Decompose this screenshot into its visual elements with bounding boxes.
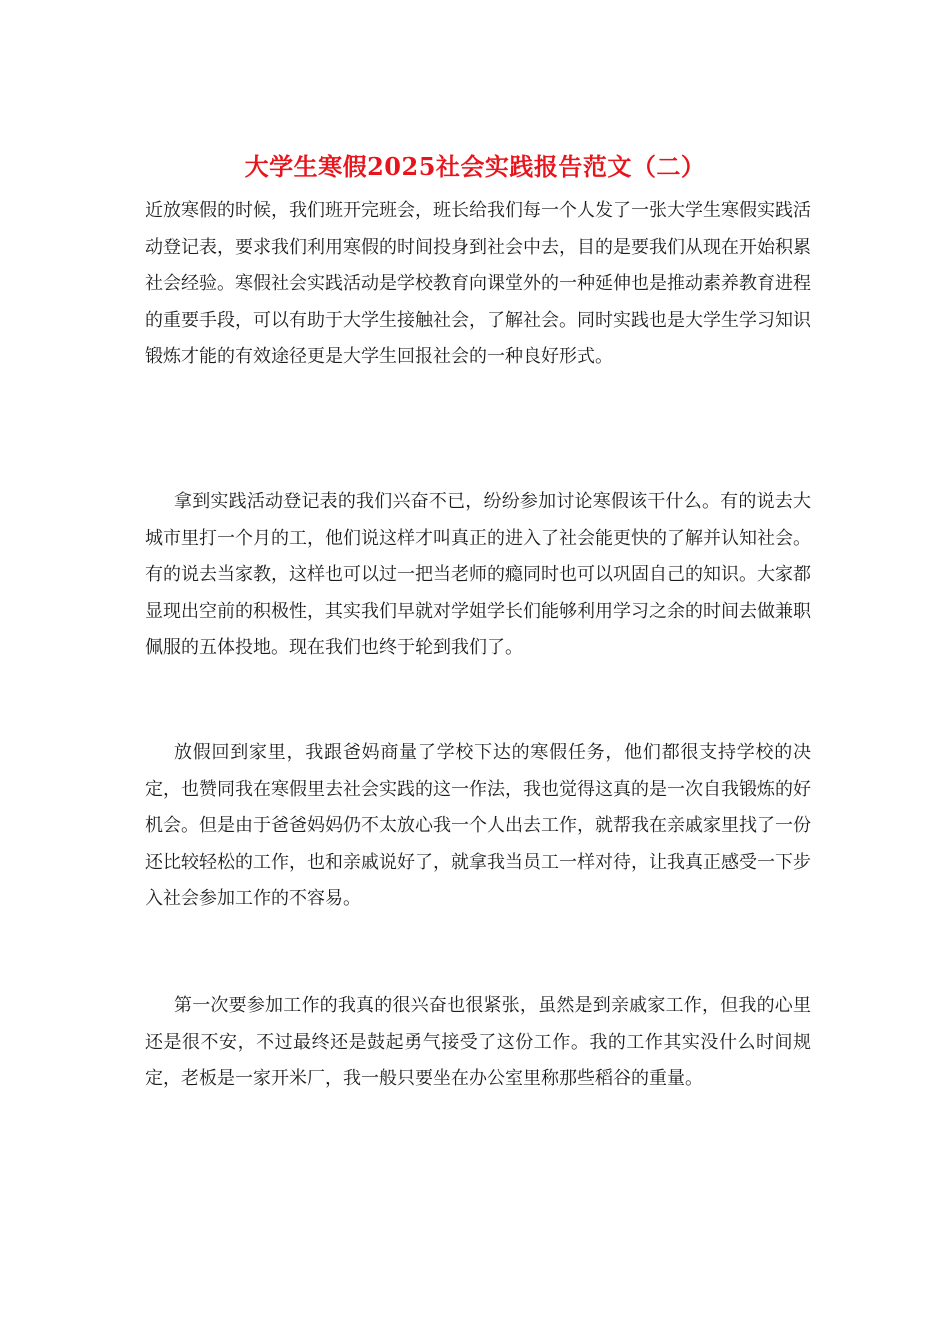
paragraph-1: 近放寒假的时候，我们班开完班会，班长给我们每一个人发了一张大学生寒假实践活动登记表，要求我们利用寒假的时间投身到社会中去，目的是要我们从现在开始积累社会经验。寒假社会实践活动是学校教育向课堂外的一种延伸也是推动素养教育进程的重要手段，可以有助于大学生接触社会，了解社会。同时实践也是大学生学习知识锻炼才能的有效途径更是大学生回报社会的一种良好形式。: [145, 200, 811, 367]
paragraph-3: 放假回到家里，我跟爸妈商量了学校下达的寒假任务，他们都很支持学校的决定，也赞同我在寒假里去社会实践的这一作法，我也觉得这真的是一次自我锻炼的好机会。但是由于爸爸妈妈仍不太放心我一个人出去工作，就帮我在亲戚家里找了一份还比较轻松的工作，也和亲戚说好了，就拿我当员工一样对待，让我真正感受一下步入社会参加工作的不容易。: [145, 742, 811, 909]
document-title: 大学生寒假2025社会实践报告范文（二）: [244, 152, 706, 181]
paragraph-4: 第一次要参加工作的我真的很兴奋也很紧张，虽然是到亲戚家工作，但我的心里还是很不安，不过最终还是鼓起勇气接受了这份工作。我的工作其实没什么时间规定，老板是一家开米厂，我一般只要坐在办公室里称那些稻谷的重量。: [145, 995, 811, 1089]
paragraph-2: 拿到实践活动登记表的我们兴奋不已，纷纷参加讨论寒假该干什么。有的说去大城市里打一个月的工，他们说这样才叫真正的进入了社会能更快的了解并认知社会。有的说去当家教，这样也可以过一把当老师的瘾同时也可以巩固自己的知识。大家都显现出空前的积极性，其实我们早就对学姐学长们能够利用学习之余的时间去做兼职佩服的五体投地。现在我们也终于轮到我们了。: [145, 491, 811, 658]
